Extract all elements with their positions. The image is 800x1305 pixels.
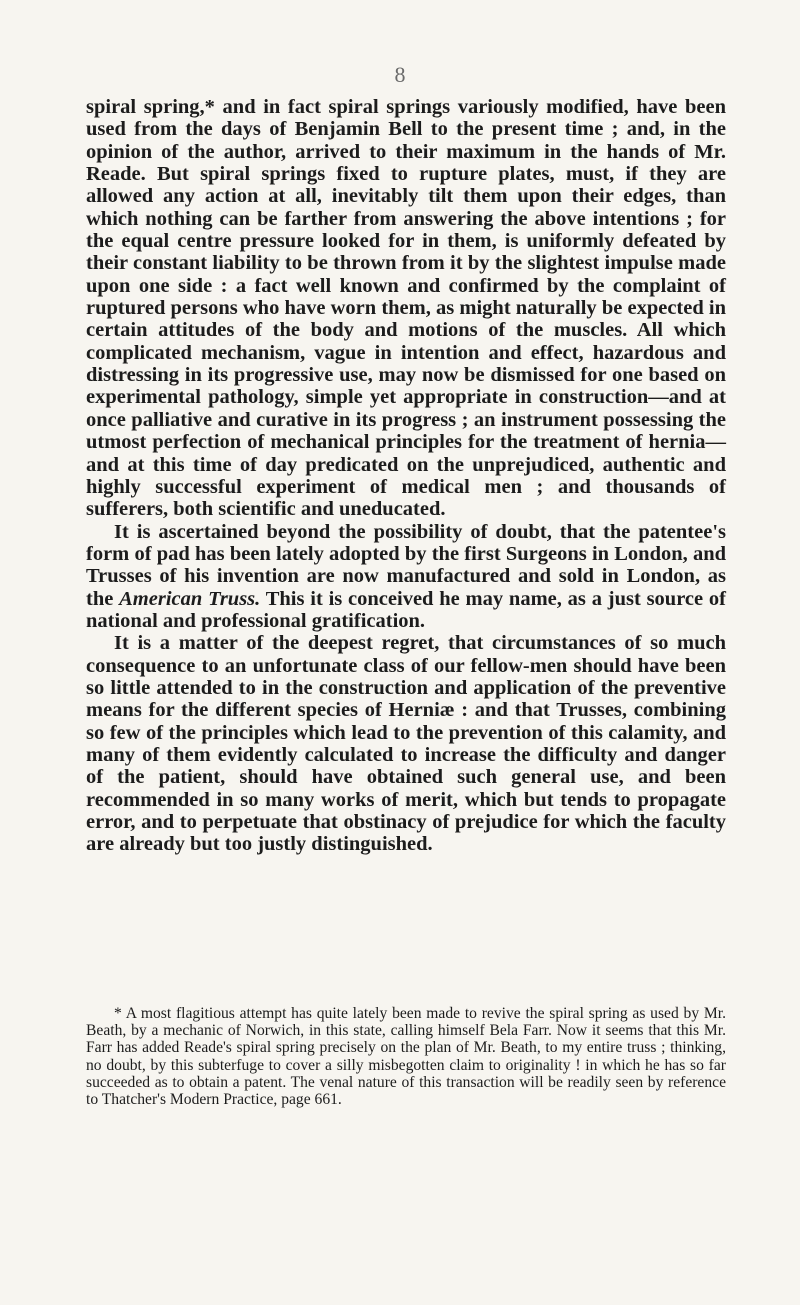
american-truss-emphasis: American Truss. xyxy=(119,587,261,610)
paragraph-2-text-end: This it is conceived he may name, as a just source of national and professional gratification. xyxy=(86,587,726,632)
footnote xyxy=(86,1005,726,1108)
body-text xyxy=(86,96,726,856)
paragraph-2-text-start: It is ascertained beyond the possibility of doubt, that the patentee's form of pad has been lately adopted by the first Surgeons in London, and Trusses of his invention are now manufactured and sold in London, as the xyxy=(86,520,726,610)
paragraph-3 xyxy=(86,632,726,855)
paragraph-3-text: It is a matter of the deepest regret, that circumstances of so much consequence to an unfortunate class of our fellow-men should have been so little attended to in the construction and application of the preventive means for the different species of Herniæ : and that Trusses, combining so few of the principles which lead to the prevention of this calamity, and many of them evidently calculated to increase the difficulty and danger of the patient, should have obtained such general use, and been recommended in so many works of merit, which but tends to propagate error, and to perpetuate that obstinacy of prejudice for which the faculty are already but too justly distinguished. xyxy=(86,632,726,856)
footnote-text: * A most flagitious attempt has quite lately been made to revive the spiral spring as used by Mr. Beath, by a mechanic of Norwich, in this state, calling himself Bela Farr. Now it seems that this Mr. Farr has added Reade's spiral spring precisely on the plan of Mr. Beath, to my entire truss ; thinking, no doubt, by this subterfuge to cover a silly misbegotten claim to originality ! in which he has so far succeeded as to obtain a patent. The venal nature of this transaction will be readily seen by reference to Thatcher's Modern Practice, page 661. xyxy=(86,1005,726,1109)
paragraph-1-text: spiral spring,* and in fact spiral springs variously modified, have been used from the days of Benjamin Bell to the present time ; and, in the opinion of the author, arrived to their maximum in the hands of Mr. Reade. But spiral springs fixed to rupture plates, must, if they are allowed any action at all, inevitably tilt them upon their edges, than which nothing can be farther from answering the above intentions ; for the equal centre pressure looked for in them, is uniformly defeated by their constant liability to be thrown from it by the slightest impulse made upon one side : a fact well known and confirmed by the complaint of ruptured persons who have worn them, as might naturally be expected in certain attitudes of the body and motions of the muscles. All which complicated mechanism, vague in intention and effect, hazardous and distressing in its progressive use, may now be dismissed for one based on experimental pathology, simple yet appropriate in construction—and at once palliative and curative in its progress ; an instrument possessing the utmost perfection of mechanical principles for the treatment of hernia—and at this time of day predicated on the unprejudiced, authentic and highly successful experiment of medical men ; and thousands of sufferers, both scientific and uneducated. xyxy=(86,96,726,521)
paragraph-2 xyxy=(86,521,726,633)
paragraph-1 xyxy=(86,96,726,521)
page-number: 8 xyxy=(394,62,406,87)
